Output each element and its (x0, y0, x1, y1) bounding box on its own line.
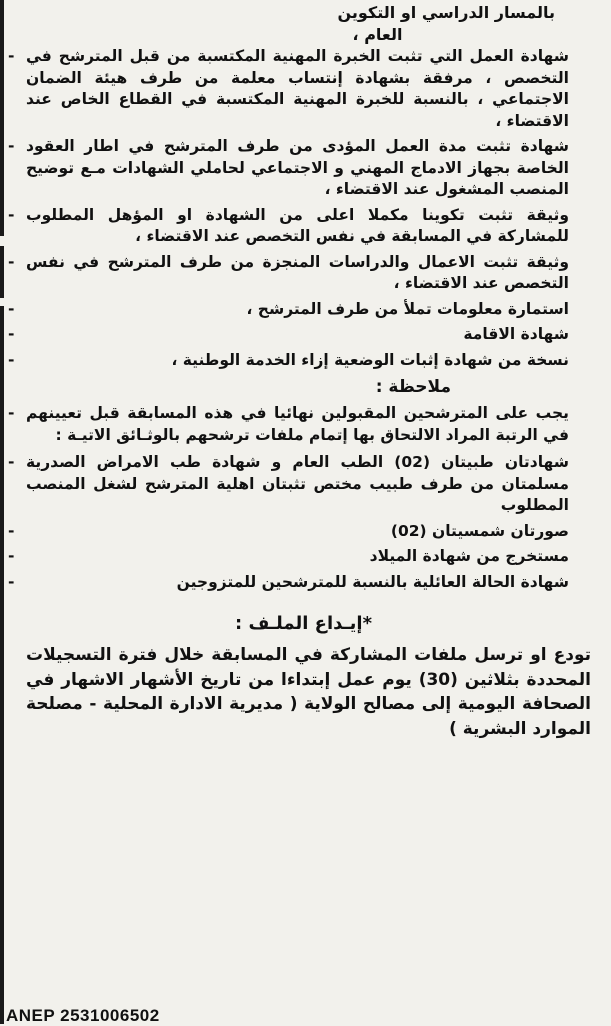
list-item: - نسخة من شهادة إثبات الوضعية إزاء الخدمة الوطنية ، (26, 350, 581, 372)
list-item: - شهادة الاقامة (26, 324, 581, 346)
anep-reference: ANEP 2531006502 (6, 1006, 160, 1025)
list-item: - شهادتان طبيتان (02) الطب العام و شهادة طب الامراض الصدرية مسلمتان من طرف طبيب مختص تثبتان اهلية المترشح لشغل المنصب المطلوب (26, 452, 581, 517)
list-item: - صورتان شمسيتان (02) (26, 521, 581, 543)
note-heading: ملاحظة : (375, 377, 451, 397)
list-item: - وثيقة تثبت الاعمال والدراسات المنجزة من طرف المترشح في نفس التخصص عند الاقتضاء ، (26, 252, 581, 295)
deposit-paragraph: تودع او ترسل ملفات المشاركة في المسابقة خلال فترة التسجيلات المحددة بثلاثين (30) يوم عمل إبتداءا من تاريخ الأشهار الاشهار في الصحافة اليومية إلى مصالح الولاية ( مديرية الادارة المحلية - مصلحة الموارد البشرية ) (26, 645, 591, 739)
list-item: - شهادة تثبت مدة العمل المؤدى من طرف المترشح في اطار العقود الخاصة بجهاز الادماج المهني و الاجتماعي لحاملي الشهادات مـع توضيح المنصب المشغول عند الاقتضاء ، (26, 136, 581, 201)
documents-list (26, 46, 581, 371)
continuation-line-1: بالمسار الدراسي او التكوين (337, 3, 555, 22)
list-item: - مستخرج من شهادة الميلاد (26, 546, 581, 568)
list-item: - شهادة العمل التي تثبت الخبرة المهنية المكتسبة من قبل المترشح في التخصص ، مرفقة بشهادة إنتساب معلمة من طرف هيئة الضمان الاجتماعي ، بالنسبة للخبرة المهنية المكتسبة في القطاع الخاص عند الاقتضاء ، (26, 46, 581, 132)
note-paragraph: - يجب على المترشحين المقبولين نهائيا في هذه المسابقة قبل تعيينهم في الرتبة المراد الالتحاق بها إتمام ملفات ترشحهم بالوثـائق الاتيـة : (26, 403, 581, 446)
continuation-text (26, 2, 581, 46)
final-documents-list (26, 452, 581, 593)
list-item: - استمارة معلومات تملأ من طرف المترشح ، (26, 299, 581, 321)
list-item: - شهادة الحالة العائلية بالنسبة للمترشحين للمتزوجين (26, 572, 581, 594)
list-item: - وثيقة تثبت تكوينا مكملا اعلى من الشهادة او المؤهل المطلوب للمشاركة في المسابقة في نفس التخصص عند الاقتضاء ، (26, 205, 581, 248)
continuation-line-2: العام ، (352, 25, 403, 44)
deposit-heading: *إيـداع الملـف : (234, 613, 373, 634)
